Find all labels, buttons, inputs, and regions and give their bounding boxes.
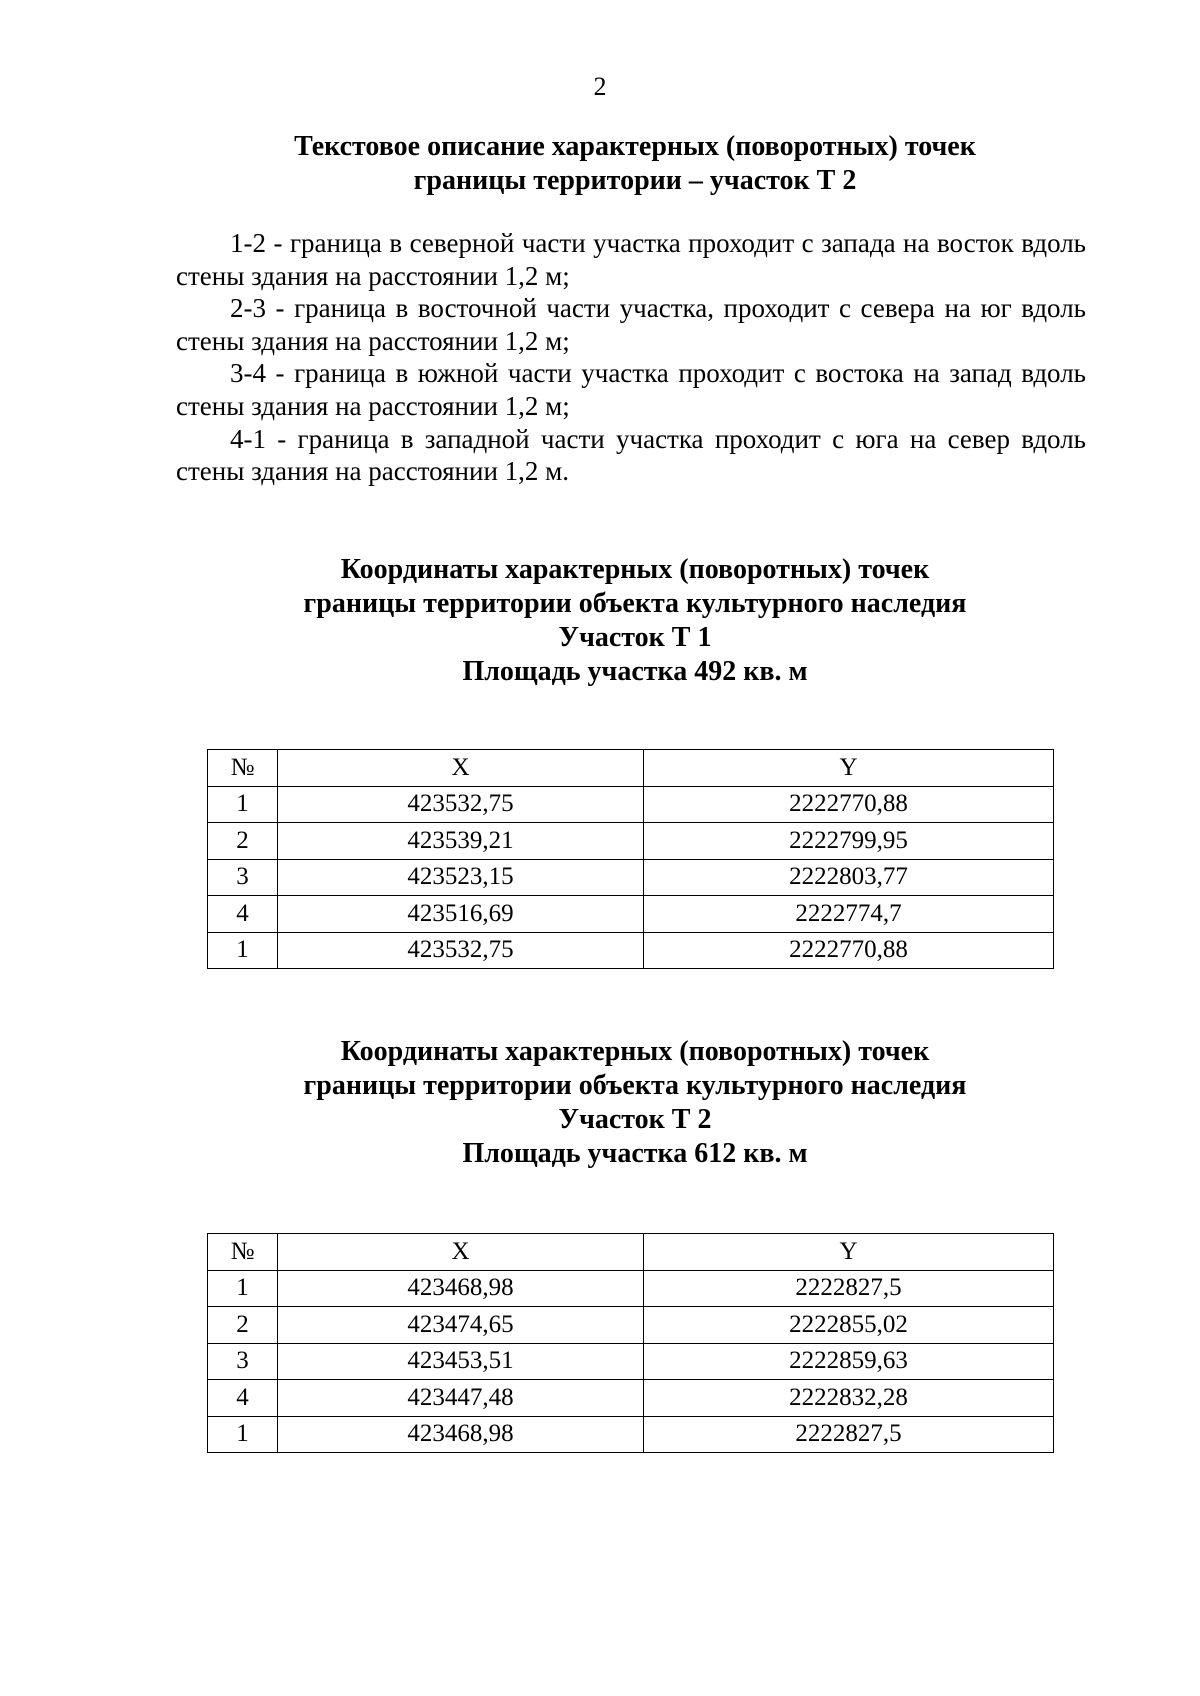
column-header-number: № [208, 750, 278, 787]
coordinates-table-t2 [207, 1233, 1054, 1453]
table-row [208, 859, 1054, 896]
x-coordinate-cell: 423523,15 [278, 859, 644, 896]
y-coordinate-cell: 2222770,88 [644, 932, 1054, 969]
point-number-cell: 1 [208, 786, 278, 823]
x-coordinate-cell: 423516,69 [278, 896, 644, 933]
description-paragraph: 1-2 - граница в северной части участка проходит с запада на восток вдоль стены здания на расстоянии 1,2 м; [176, 228, 1086, 291]
y-coordinate-cell: 2222827,5 [644, 1270, 1054, 1307]
description-heading-line: границы территории – участок Т 2 [413, 165, 857, 196]
y-coordinate-cell: 2222799,95 [644, 823, 1054, 860]
y-coordinate-cell: 2222774,7 [644, 896, 1054, 933]
point-number-cell: 2 [208, 823, 278, 860]
y-coordinate-cell: 2222827,5 [644, 1416, 1054, 1453]
point-number-cell: 4 [208, 1380, 278, 1417]
x-coordinate-cell: 423532,75 [278, 786, 644, 823]
table-row [208, 786, 1054, 823]
x-coordinate-cell: 423447,48 [278, 1380, 644, 1417]
section-heading-line: Координаты характерных (поворотных) точек [340, 554, 930, 585]
y-coordinate-cell: 2222855,02 [644, 1307, 1054, 1344]
point-number-cell: 1 [208, 932, 278, 969]
section-heading-line: Координаты характерных (поворотных) точек [340, 1036, 930, 1067]
page-number: 2 [593, 72, 607, 101]
column-header-y: Y [644, 750, 1054, 787]
description-heading [0, 130, 1200, 198]
x-coordinate-cell: 423539,21 [278, 823, 644, 860]
table-row [208, 823, 1054, 860]
point-number-cell: 3 [208, 859, 278, 896]
column-header-x: X [278, 1234, 644, 1271]
table-row [208, 1343, 1054, 1380]
x-coordinate-cell: 423468,98 [278, 1270, 644, 1307]
x-coordinate-cell: 423453,51 [278, 1343, 644, 1380]
section-heading-line: Площадь участка 492 кв. м [462, 656, 808, 687]
table-row [208, 896, 1054, 933]
point-number-cell: 4 [208, 896, 278, 933]
section-heading-line: Участок Т 1 [558, 622, 712, 653]
boundary-description [176, 227, 1086, 488]
description-paragraph: 2-3 - граница в восточной части участка, проходит с севера на юг вдоль стены здания на расстоянии 1,2 м; [176, 293, 1086, 356]
section-heading-line: границы территории объекта культурного наследия [303, 588, 967, 619]
table-row [208, 1270, 1054, 1307]
column-header-x: X [278, 750, 644, 787]
section-heading-line: Площадь участка 612 кв. м [462, 1138, 808, 1169]
column-header-y: Y [644, 1234, 1054, 1271]
section-t1-heading [0, 553, 1200, 689]
coordinates-table-t1 [207, 749, 1054, 969]
section-t2-heading [0, 1035, 1200, 1171]
table-header-row [208, 750, 1054, 787]
column-header-number: № [208, 1234, 278, 1271]
table-row [208, 1380, 1054, 1417]
table-row [208, 932, 1054, 969]
x-coordinate-cell: 423468,98 [278, 1416, 644, 1453]
section-heading-line: Участок Т 2 [558, 1104, 712, 1135]
x-coordinate-cell: 423474,65 [278, 1307, 644, 1344]
table-row [208, 1416, 1054, 1453]
description-heading-line: Текстовое описание характерных (поворотных) точек [294, 131, 976, 162]
description-paragraph: 4-1 - граница в западной части участка проходит с юга на север вдоль стены здания на расстоянии 1,2 м. [176, 423, 1086, 487]
y-coordinate-cell: 2222832,28 [644, 1380, 1054, 1417]
point-number-cell: 1 [208, 1416, 278, 1453]
point-number-cell: 3 [208, 1343, 278, 1380]
y-coordinate-cell: 2222859,63 [644, 1343, 1054, 1380]
section-heading-line: границы территории объекта культурного наследия [303, 1070, 967, 1101]
point-number-cell: 2 [208, 1307, 278, 1344]
y-coordinate-cell: 2222770,88 [644, 786, 1054, 823]
table-row [208, 1307, 1054, 1344]
x-coordinate-cell: 423532,75 [278, 932, 644, 969]
point-number-cell: 1 [208, 1270, 278, 1307]
description-paragraph: 3-4 - граница в южной части участка проходит с востока на запад вдоль стены здания на расстоянии 1,2 м; [176, 358, 1086, 421]
table-header-row [208, 1234, 1054, 1271]
y-coordinate-cell: 2222803,77 [644, 859, 1054, 896]
